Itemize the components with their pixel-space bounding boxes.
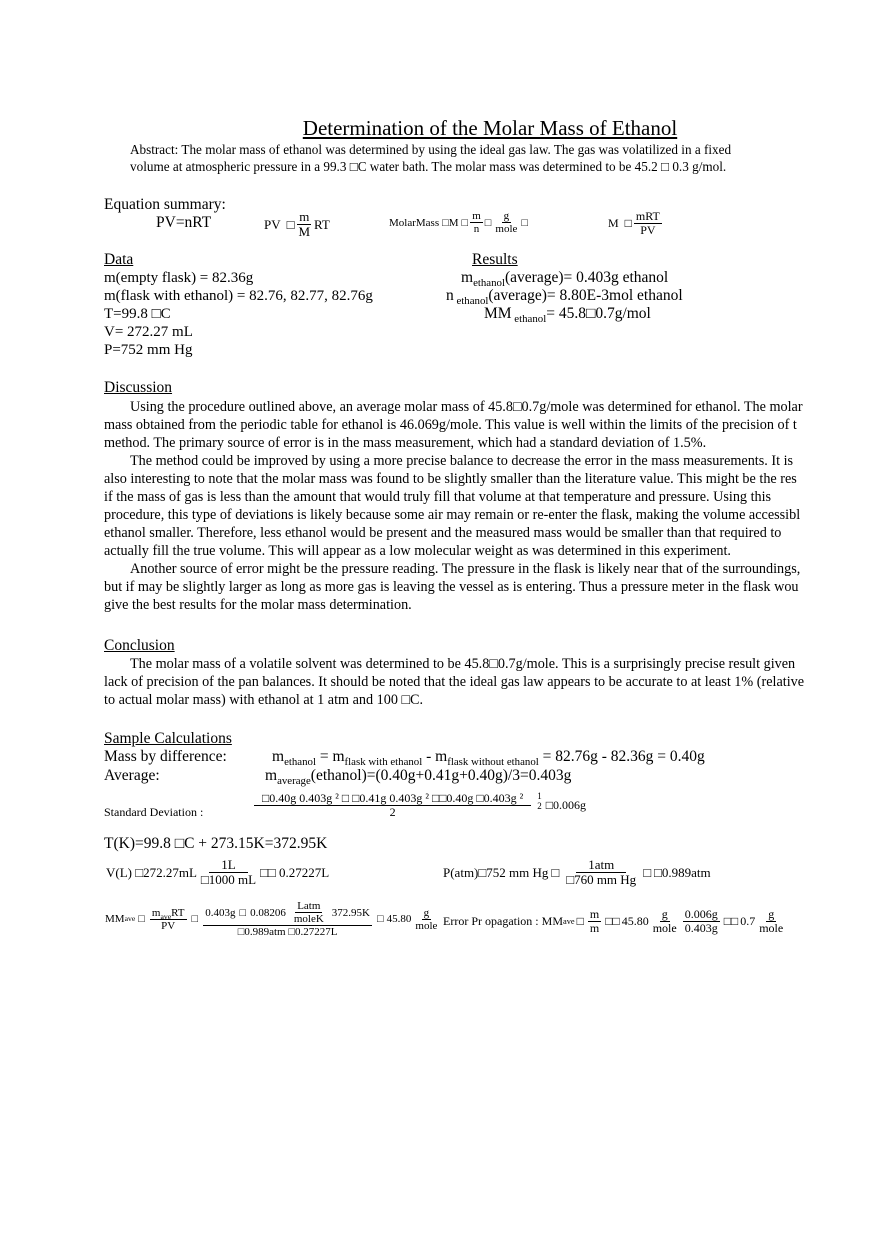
eq-result: □0.006g xyxy=(545,798,587,813)
standard-deviation-label: Standard Deviation : xyxy=(104,805,204,819)
eq-fraction xyxy=(296,210,312,240)
eq-denominator: 2 xyxy=(389,805,396,820)
eq-numerator: □0.40g 0.403g ² □ □0.41g 0.403g ² □□0.40g □0.403g ² xyxy=(254,792,531,806)
eq-unit-fraction: $\frac{g}{\text{mole}}$ xyxy=(415,906,438,932)
discussion-line: ethanol smaller. Therefore, less ethanol would be present and the measured mass would be smaller than that required to xyxy=(104,525,782,541)
data-item: m(flask with ethanol) = 82.76, 82.77, 82.76g xyxy=(104,288,373,304)
results-heading: Results xyxy=(472,251,518,268)
discussion-line: also interesting to note that the molar mass was found to be slightly smaller than the literature value. This might be the res xyxy=(104,471,797,487)
eq-unit-fraction: $\frac{g}{\text{mole}}$ xyxy=(759,907,784,936)
data-item: P=752 mm Hg xyxy=(104,342,193,358)
eq-fraction: 0.403g □ 0.08206 $\frac{\text{Latm}}{\text{moleK}}$ 372.95K □0.989atm □0.27227L xyxy=(205,900,370,939)
eq-numerator: m xyxy=(299,209,310,224)
eq-exponent: 1 2 xyxy=(537,791,542,811)
discussion-line: Another source of error might be the pressure reading. The pressure in the flask is likely near that of the surroundings, xyxy=(130,561,801,577)
eq-term: PV xyxy=(264,216,281,232)
eq-denominator: PV xyxy=(640,223,656,238)
equation-summary-heading: Equation summary: xyxy=(104,196,226,213)
error-propagation-calculation: Error Pr opagation : MM ave □ $\frac{m}{m}$ □□ 45.80 $\frac{g}{\text{mole}}$ $\frac{0.006g}{0.403g}$ □□ 0.7 $\frac{g}{\text{mole}}$ xyxy=(443,907,784,936)
discussion-line: if the mass of gas is less than the amount that would truly fill that volume at that temperature and pressure. Using this xyxy=(104,489,772,505)
eq-fraction xyxy=(470,210,483,235)
discussion-line: mass obtained from the periodic table for ethanol is 46.069g/mole. This value is well within the limits of the precision of t xyxy=(104,417,797,433)
eq-fraction: $\frac{0.006g}{0.403g}$ xyxy=(684,907,718,936)
volume-conversion: V(L) □272.27mL $\frac{1L}{□1000 mL}$ □□ 0.27227L xyxy=(106,857,330,888)
eq-unit-fraction xyxy=(493,210,519,235)
abstract-line: Abstract: The molar mass of ethanol was determined by using the ideal gas law. The gas was volatilized in a fixed xyxy=(130,142,732,157)
temperature-conversion: T(K)=99.8 □C + 273.15K=372.95K xyxy=(104,835,328,852)
discussion-line: The method could be improved by using a more precise balance to decrease the error in the mass measurements. It is xyxy=(130,453,794,469)
data-item: V= 272.27 mL xyxy=(104,324,193,340)
abstract xyxy=(130,141,850,175)
sample-calculations-heading: Sample Calculations xyxy=(104,730,232,747)
data-item: m(empty flask) = 82.36g xyxy=(104,270,254,286)
conclusion-line: lack of precision of the pan balances. It should be noted that the ideal gas law appears to be accurate to at least 1% (relative xyxy=(104,674,805,690)
eq-term: M xyxy=(608,216,619,231)
discussion-heading: Discussion xyxy=(104,379,173,396)
conclusion-line: The molar mass of a volatile solvent was determined to be 45.8□0.7g/mole. This is a surprisingly precise result given xyxy=(130,656,796,672)
discussion-line: actually fill the true volume. This will appear as a low molecular weight as was determined in this experiment. xyxy=(104,543,731,559)
eq-fraction: $\frac{m_{ave}RT}{PV}$ xyxy=(151,906,185,932)
result-moles: n $_{ethanol}$(average)= 8.80E-3mol ethanol xyxy=(446,287,683,308)
average-label: Average: xyxy=(104,767,160,784)
eq-numerator: mRT xyxy=(635,209,660,223)
average-equation: $m_{average}(ethanol)=(0.40g+0.41g+0.40g)/3=0.403g$ xyxy=(265,767,572,788)
conclusion-heading: Conclusion xyxy=(104,637,175,654)
conclusion-body xyxy=(104,655,804,709)
discussion-line: Using the procedure outlined above, an average molar mass of 45.8□0.7g/mole was determined for ethanol. The molar xyxy=(130,399,803,415)
eq-numerator: g xyxy=(503,210,510,222)
eq-label: MolarMass xyxy=(389,216,440,229)
discussion-line: but if may be slightly larger as long as more gas is leaving the vessel as is entering. Thus a pressure meter in the flask wou xyxy=(104,579,799,595)
result-molar-mass: MM $_{ethanol}$= 45.8□0.7g/mol xyxy=(484,305,651,326)
eq-fraction: $\frac{1L}{□1000 mL}$ xyxy=(200,857,257,888)
eq-fraction xyxy=(634,210,662,237)
molar-mass-calculation: MM ave □ $\frac{m_{ave}RT}{PV}$ □ 0.403g □ 0.08206 $\frac{\text{Latm}}{\text{moleK}}$ 372.95K □0.989atm □0.27227L □ 45.80 $\frac{g}{\text{mole}}$ xyxy=(105,900,438,939)
eq-denominator: mole xyxy=(495,223,518,236)
eq-fraction: $\frac{m}{m}$ xyxy=(589,907,600,936)
page-title: Determination of the Molar Mass of Ethanol xyxy=(302,116,678,140)
eq-fraction xyxy=(254,792,531,819)
equation-ideal-gas: PV=nRT xyxy=(156,214,212,231)
eq-unit-fraction: $\frac{g}{\text{mole}}$ xyxy=(652,907,677,936)
data-list xyxy=(104,269,373,359)
discussion-body xyxy=(104,398,803,614)
discussion-line: method. The primary source of error is in the mass measurement, which had a standard deviation of 1.5%. xyxy=(104,435,707,451)
discussion-line: give the best results for the molar mass determination. xyxy=(104,597,412,613)
equation-m-mrt-pv: M □ $\frac{\text{mRT}}{PV}$ xyxy=(608,209,660,238)
eq-term: M xyxy=(448,216,459,229)
discussion-line: procedure, this type of deviations is likely because some air may remain or re-enter the flask, making the volume accessibl xyxy=(104,507,801,523)
eq-numerator: m xyxy=(472,210,481,222)
eq-fraction: $\frac{\text{1atm}}{\text{□760 mm Hg}}$ xyxy=(566,857,637,888)
eq-denominator: M xyxy=(298,224,311,240)
eq-denominator: n xyxy=(473,223,480,236)
abstract-line: volume at atmospheric pressure in a 99.3 □C water bath. The molar mass was determined to be 45.2 □ 0.3 g/mol. xyxy=(130,159,727,174)
data-item: T=99.8 □C xyxy=(104,306,171,322)
mass-by-difference-equation: $m_{ethanol} = m_{flask with ethanol} - m_{flask without ethanol} = 82.76g - 82.36g = 0.40g$ xyxy=(272,748,705,769)
equation-pv-mrt: PV □ $\frac{m}{M}$ RT xyxy=(264,209,330,240)
pressure-conversion: P(atm)□752 mm Hg □ $\frac{\text{1atm}}{\text{□760 mm Hg}}$ □ □0.989atm xyxy=(443,857,711,888)
standard-deviation-equation xyxy=(252,792,586,819)
result-mass: $m_{ethanol}(average)= 0.403g$ ethanol xyxy=(461,269,669,290)
mass-by-difference-label: Mass by difference: xyxy=(104,748,227,765)
equation-molar-mass: MolarMass □ M □ $\frac{m}{n}$ □ $\frac{g}{\text{mole}}$ □ xyxy=(389,210,529,236)
eq-term: RT xyxy=(314,216,330,232)
data-heading: Data xyxy=(104,251,134,268)
conclusion-line: to actual molar mass) with ethanol at 1 atm and 100 □C. xyxy=(104,692,424,708)
